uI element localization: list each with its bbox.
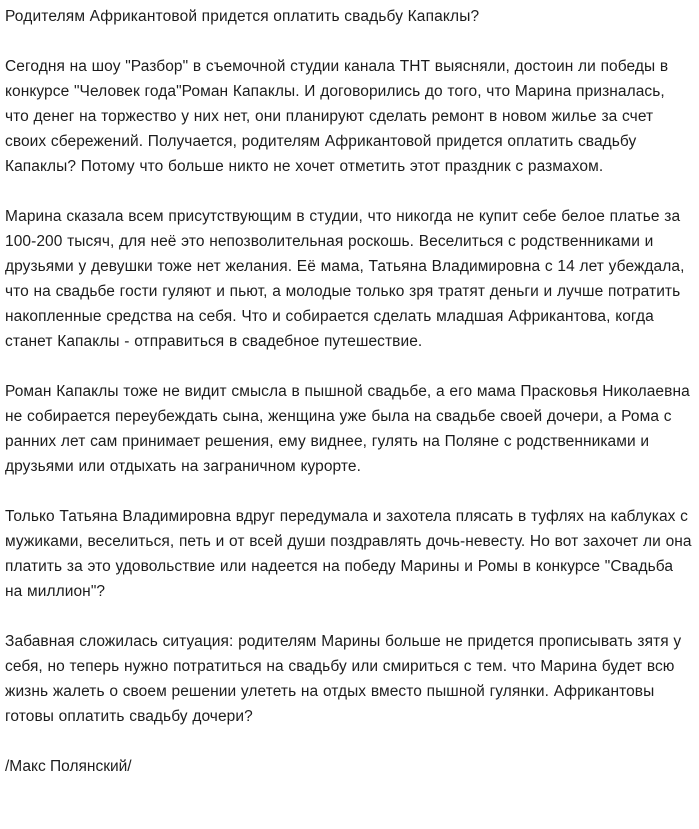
article-paragraph: Марина сказала всем присутствующим в студии, что никогда не купит себе белое платье за 100-200 тысяч, для неё это непозволительная роскошь. Веселиться с родственниками и друзьями у девушки тоже нет желания. Её мама, Татьяна Владимировна с 14 лет убеждала, что на свадьбе гости гуляют и пьют, а молодые только зря тратят деньги и лучше потратить накопленные средства на себя. Что и собирается сделать младшая Африкантова, когда станет Капаклы - отправиться в свадебное путешествие. [5, 208, 685, 350]
article-paragraph: Только Татьяна Владимировна вдруг передумала и захотела плясать в туфлях на каблуках с мужиками, веселиться, петь и от всей души поздравлять дочь-невесту. Но вот захочет ли она платить за это удовольствие или надеется на победу Марины и Ромы в конкурсе "Свадьба на миллион"? [5, 508, 692, 600]
article-paragraph: Сегодня на шоу "Разбор" в съемочной студии канала ТНТ выясняли, достоин ли победы в конкурсе "Человек года"Роман Капаклы. И договорились до того, что Марина призналась, что денег на торжество у них нет, они планируют сделать ремонт в новом жилье за счет своих сбережений. Получается, родителям Африкантовой придется оплатить свадьбу Капаклы? Потому что больше никто не хочет отметить этот праздник с размахом. [5, 58, 669, 175]
article-body [5, 54, 693, 729]
article-paragraph: Забавная сложилась ситуация: родителям Марины больше не придется прописывать зятя у себя, но теперь нужно потратиться на свадьбу или смириться с тем. что Марина будет всю жизнь жалеть о своем решении улететь на отдых вместо пышной гулянки. Африкантовы готовы оплатить свадьбу дочери? [5, 633, 682, 725]
title-body-spacer [5, 29, 693, 54]
page-title: Родителям Африкантовой придется оплатить свадьбу Капаклы? [5, 8, 480, 25]
article-paragraph: Роман Капаклы тоже не видит смысла в пышной свадьбе, а его мама Прасковья Николаевна не собирается переубеждать сына, женщина уже была на свадьбе своей дочери, а Рома с ранних лет сам принимает решения, ему виднее, гулять на Поляне с родственниками и друзьями или отдыхать на заграничном курорте. [5, 383, 690, 475]
author-signature: /Макс Полянский/ [5, 758, 132, 775]
